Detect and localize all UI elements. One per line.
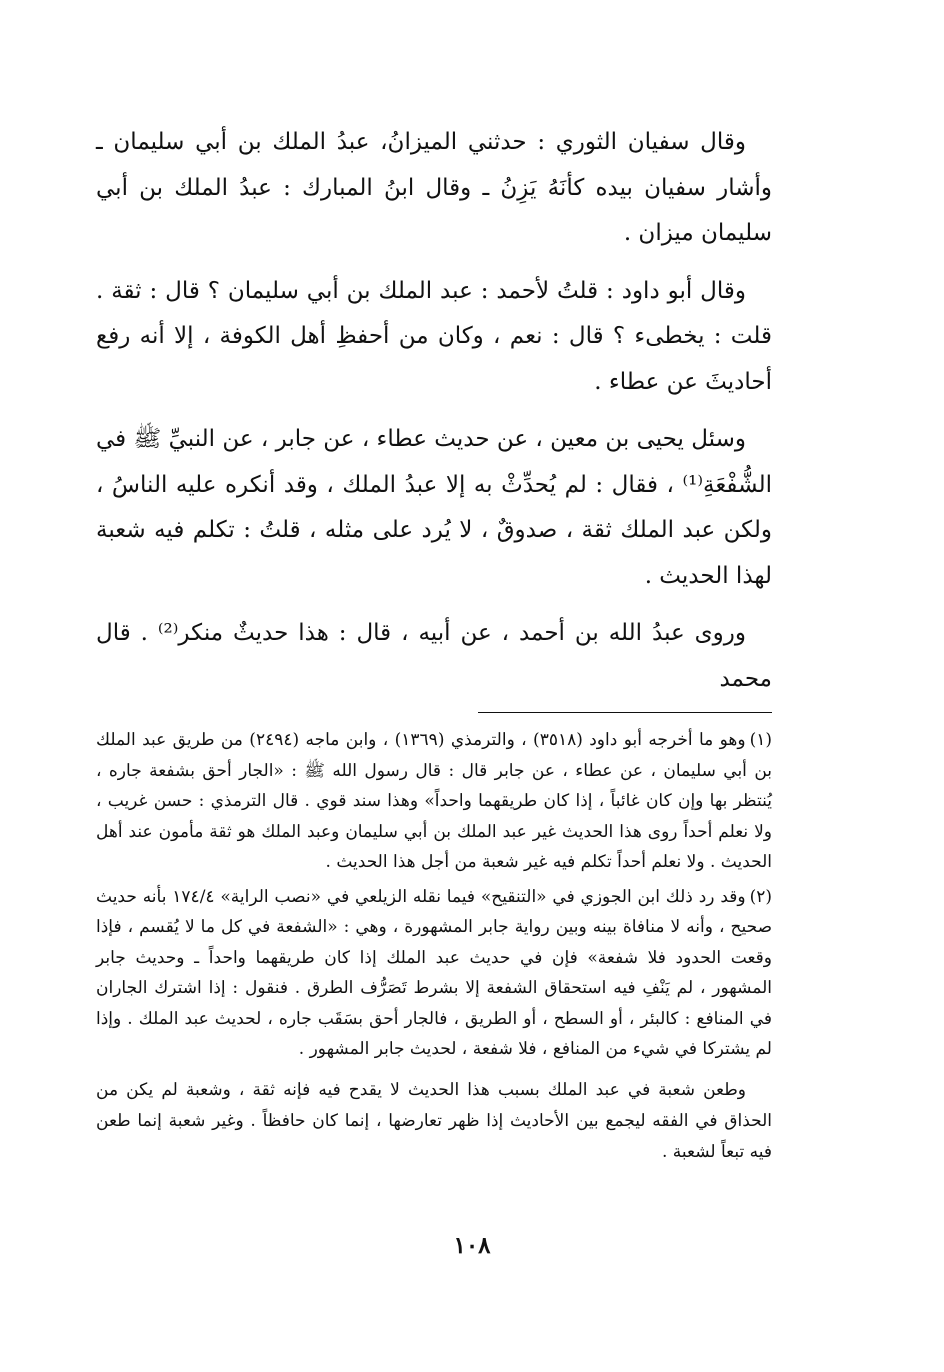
paragraph-abdullah-ibn-ahmad: وروى عبدُ الله بن أحمد ، عن أبيه ، قال : هذا حديثٌ منكر⁽²⁾ . قال محمد: [96, 620, 772, 692]
page-number: ١٠٨: [453, 1232, 491, 1259]
paragraph-yahya-ibn-main: وسئل يحيى بن معين ، عن حديث عطاء ، عن جابر ، عن النبيِّ ﷺ في الشُّفْعَةِ⁽¹⁾ ، فقال : لم يُحدِّثْ به إلا عبدُ الملك ، وقد أنكره عليه الناسُ ، ولكن عبد الملك ثقة ، صدوقٌ ، لا يُرد على مثله ، قلتُ : تكلم فيه شعبة لهذا الحديث .: [96, 426, 772, 589]
footnote-2-text: وقد رد ذلك ابن الجوزي في «التنقيح» فيما نقله الزيلعي في «نصب الراية» ١٧٤/٤ بأنه حديث صحيح ، وأنه لا منافاة بينه وبين رواية جابر المشهورة ، وهي : «الشفعة في كل ما لا يُقسم ، فإذا وقعت الحدود فلا شفعة» فإن في حديث عبد الملك إذا كان طريقهما واحداً ـ وحديث جابر المشهور ، لم يَنْفِ فيه استحقاق الشفعة إلا بشرط تَصَرُّف الطرق . فنقول : إذا اشترك الجاران في المنافع : كالبئر ، أو السطح ، أو الطريق ، فالجار أحق بسَقَب جاره ، لحديث عبد الملك . وإذا لم يشتركا في شيء من المنافع ، فلا شفعة ، لحديث جابر المشهور .: [96, 886, 773, 1059]
paragraph-sufyan: وقال سفيان الثوري : حدثني الميزانُ، عبدُ الملك بن أبي سليمان ـ وأشار سفيان بيده كأنَهُ يَزِنُ ـ وقال ابنُ المبارك : عبدُ الملك بن أبي سليمان ميزان .: [96, 129, 772, 246]
footnote-1-marker: (١): [749, 730, 772, 750]
paragraph-abu-dawud: وقال أبو داود : قلتُ لأحمد : عبد الملك بن أبي سليمان ؟ قال : ثقة . قلت : يخطىء ؟ قال : نعم ، وكان من أحفظِ أهل الكوفة ، إلا أنه رفع أحاديثَ عن عطاء .: [96, 277, 772, 395]
page-body: [96, 120, 772, 1168]
footnote-1-text: وهو ما أخرجه أبو داود (٣٥١٨) ، والترمذي (١٣٦٩) ، وابن ماجه (٢٤٩٤) من طريق عبد الملك بن أبي سليمان ، عن عطاء ، عن جابر قال : قال رسول الله ﷺ : «الجار أحق بشفعة جاره ، يُنتظر بها وإن كان غائباً ، إذا كان طريقهما واحداً» وهذا سند قوي . قال الترمذي : حسن غريب ، ولا نعلم أحداً روى هذا الحديث غير عبد الملك بن أبي سليمان وعبد الملك هو ثقة مأمون عند أهل الحديث . ولا نعلم أحداً تكلم فيه غير شعبة من أجل هذا الحديث .: [96, 730, 772, 872]
footnote-2-marker: (٢): [749, 886, 772, 907]
footnote-separator: [478, 712, 772, 713]
footnote-1: [96, 725, 772, 878]
closing-paragraph: وطعن شعبة في عبد الملك بسبب هذا الحديث لا يقدح فيه فإنه ثقة ، وشعبة لم يكن من الحذاق في الفقه ليجمع بين الأحاديث إذا ظهر تعارضها ، إنما كان حافظاً . وغير شعبة إنما طعن فيه تبعاً لشعبة .: [96, 1079, 773, 1162]
footnote-2: [96, 882, 772, 1065]
